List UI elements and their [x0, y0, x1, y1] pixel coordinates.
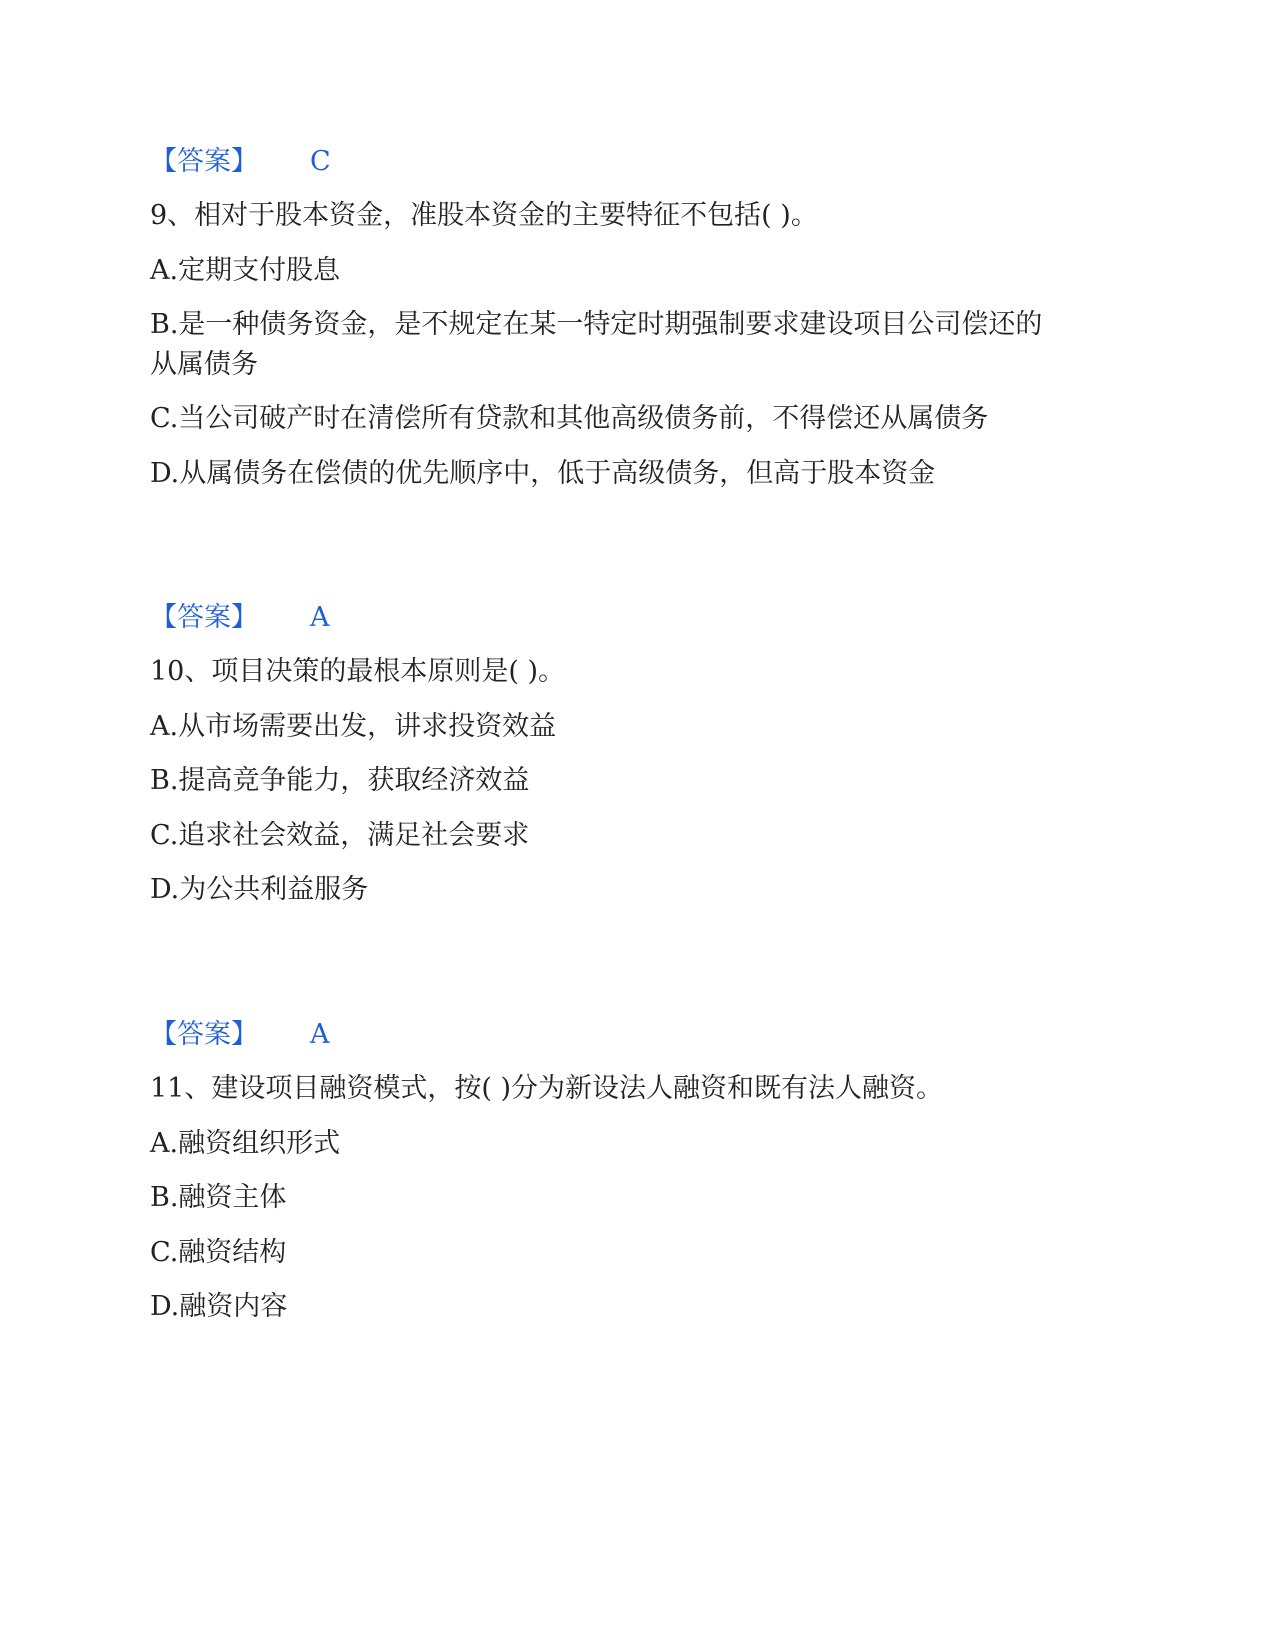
- option-9-a: A.定期支付股息: [150, 255, 341, 286]
- option-10-d: D.为公共利益服务: [150, 874, 369, 905]
- answer-value: A: [310, 1019, 330, 1050]
- question-9: 9、相对于股本资金，准股本资金的主要特征不包括( )。: [150, 200, 818, 231]
- option-11-b: B.融资主体: [150, 1182, 287, 1213]
- answer-label: 【答案】: [150, 146, 258, 177]
- answer-value: A: [310, 602, 330, 633]
- option-11-a: A.融资组织形式: [150, 1128, 341, 1159]
- answer-label: 【答案】: [150, 602, 258, 633]
- option-10-a: A.从市场需要出发，讲求投资效益: [150, 711, 557, 742]
- option-9-c: C.当公司破产时在清偿所有贷款和其他高级债务前，不得偿还从属债务: [150, 403, 989, 434]
- answer-value: C: [310, 146, 331, 177]
- question-11: 11、建设项目融资模式，按( )分为新设法人融资和既有法人融资。: [150, 1073, 944, 1104]
- answer-line-3: [150, 1015, 330, 1055]
- option-11-c: C.融资结构: [150, 1237, 287, 1268]
- option-9-d: D.从属债务在偿债的优先顺序中，低于高级债务，但高于股本资金: [150, 458, 936, 489]
- question-10: 10、项目决策的最根本原则是( )。: [150, 656, 566, 687]
- option-10-b: B.提高竞争能力，获取经济效益: [150, 765, 530, 796]
- answer-line-1: [150, 142, 331, 182]
- option-10-c: C.追求社会效益，满足社会要求: [150, 820, 530, 851]
- answer-label: 【答案】: [150, 1019, 258, 1050]
- option-9-b: B.是一种债务资金，是不规定在某一特定时期强制要求建设项目公司偿还的: [150, 309, 1043, 340]
- option-9-b-continued: 从属债务: [150, 349, 258, 380]
- option-11-d: D.融资内容: [150, 1291, 288, 1322]
- answer-line-2: [150, 598, 330, 638]
